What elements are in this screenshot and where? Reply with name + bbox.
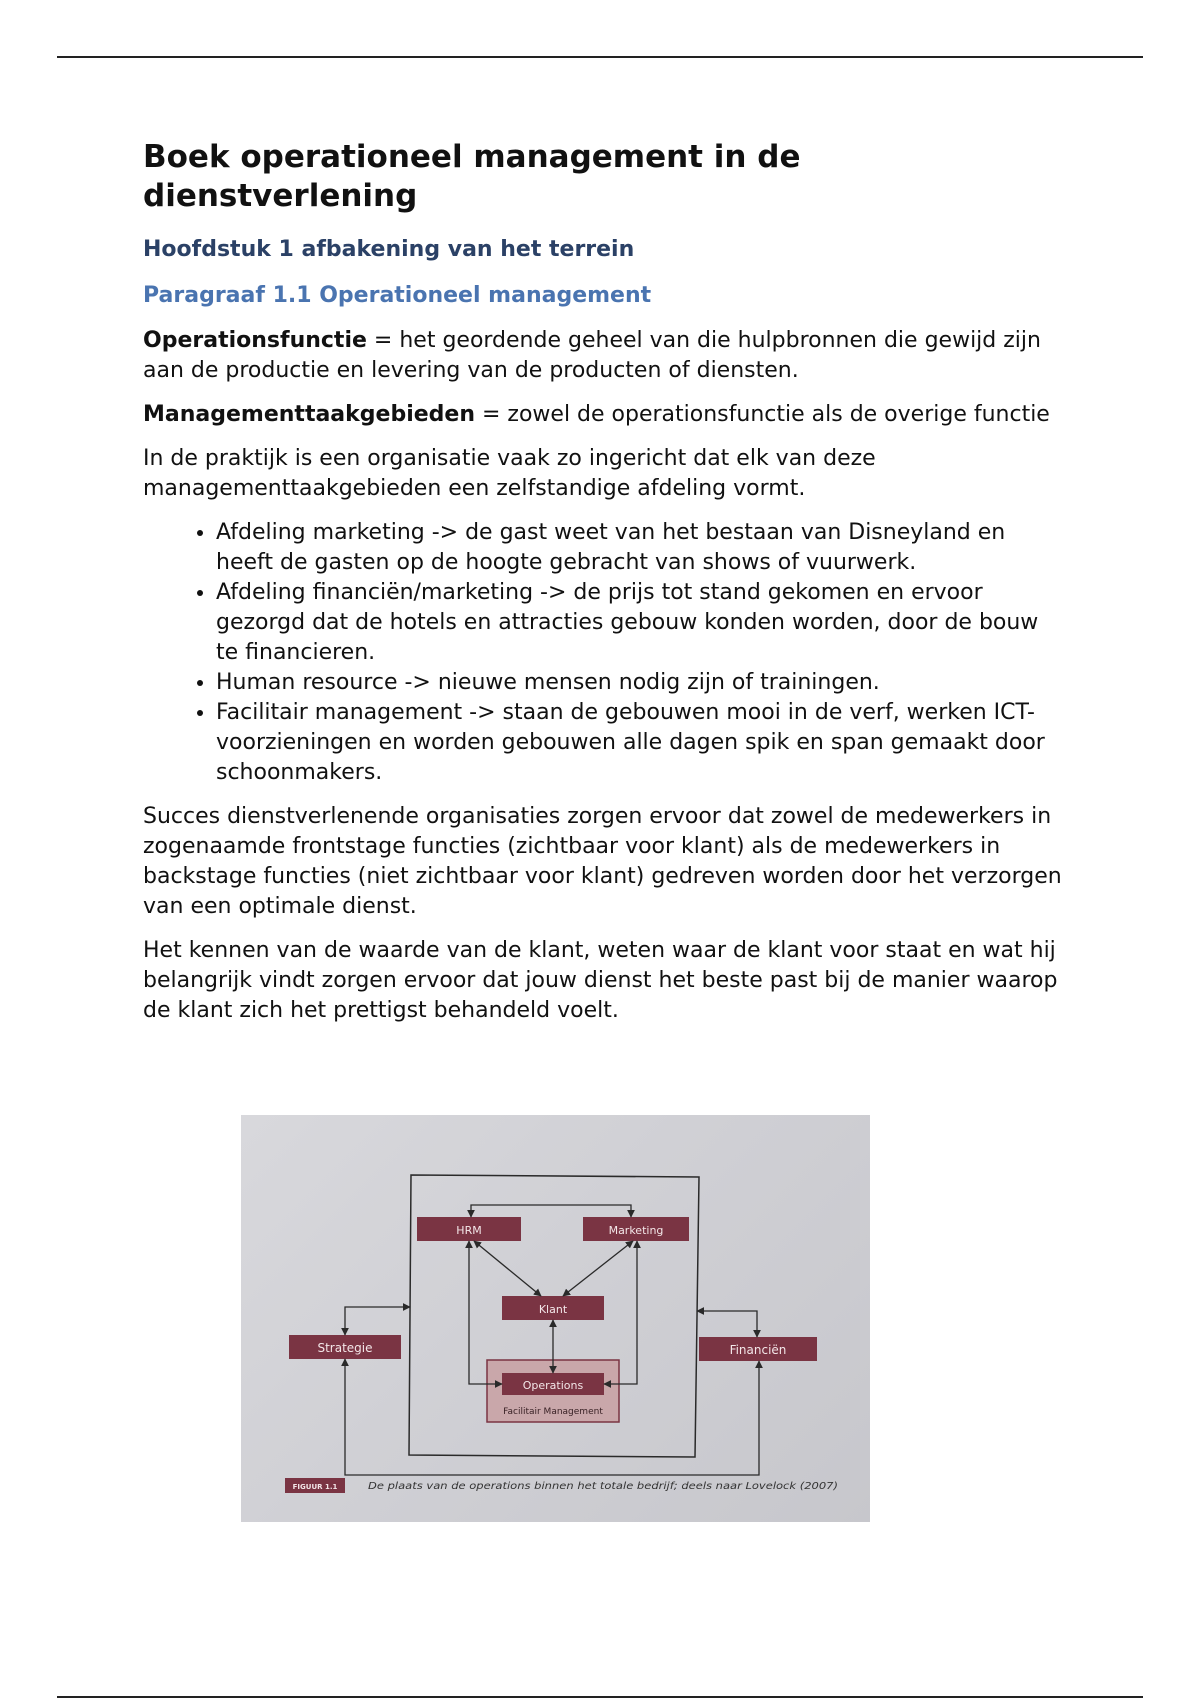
- hrm-klant-arrow: [474, 1241, 541, 1296]
- definition-term: Managementtaakgebieden: [143, 402, 475, 427]
- marketing-klant-arrow: [563, 1241, 633, 1296]
- paragraph: Succes dienstverlenende organisaties zorgen ervoor dat zowel de medewerkers in zogenaamde frontstage functies (zichtbaar voor klant) als de medewerkers in backstage functies (niet zichtbaar voor klant) gedreven worden door het verzorgen van een optimale dienst.: [143, 804, 1062, 919]
- strategie-label: Strategie: [317, 1341, 373, 1355]
- bullet-list: [143, 518, 1063, 788]
- financien-frame-arrow: [697, 1311, 757, 1337]
- organization-diagram: [241, 1115, 870, 1522]
- list-item: • Afdeling marketing -> de gast weet van het bestaan van Disneyland en heeft de gasten op de hoogte gebracht van shows of vuurwerk.: [216, 518, 1063, 578]
- facilitair-label: Facilitair Management: [503, 1407, 603, 1417]
- figure-photo: [241, 1115, 870, 1522]
- document-body: [143, 138, 1063, 1040]
- hrm-marketing-arrow: [471, 1205, 631, 1217]
- list-item: • Human resource -> nieuwe mensen nodig zijn of trainingen.: [216, 668, 1063, 698]
- figure-caption: De plaats van de operations binnen het totale bedrijf; deels naar Lovelock (2007): [368, 1481, 838, 1492]
- paragraph: In de praktijk is een organisatie vaak zo ingericht dat elk van deze managementtaakgebieden een zelfstandige afdeling vormt.: [143, 446, 876, 501]
- klant-label: Klant: [538, 1303, 568, 1316]
- bottom-rule: [57, 1696, 1143, 1698]
- section-heading: Paragraaf 1.1 Operationeel management: [143, 283, 652, 308]
- list-item: • Facilitair management -> staan de gebouwen mooi in de verf, werken ICT-voorzieningen en worden gebouwen alle dagen spik en span gemaakt door schoonmakers.: [216, 698, 1063, 788]
- definition-operationsfunctie: [143, 326, 1063, 386]
- chapter-heading: Hoofdstuk 1 afbakening van het terrein: [143, 237, 635, 262]
- definition-term: Operationsfunctie: [143, 328, 367, 353]
- hrm-label: HRM: [456, 1224, 482, 1237]
- top-rule: [57, 56, 1143, 58]
- definition-managementtaakgebieden: [143, 400, 1063, 430]
- figure-number: FIGUUR 1.1: [292, 1483, 338, 1491]
- definition-text: = zowel de operationsfunctie als de overige functie: [475, 402, 1050, 427]
- definition-text: = het geordende geheel van die hulpbronnen die gewijd zijn aan de productie en levering van de producten of diensten.: [143, 328, 1041, 383]
- document-title: Boek operationeel management in de dienstverlening: [143, 139, 801, 214]
- financien-label: Financiën: [729, 1343, 787, 1357]
- list-item: • Afdeling financiën/marketing -> de prijs tot stand gekomen en ervoor gezorgd dat de hotels en attracties gebouw konden worden, door de bouw te financieren.: [216, 578, 1063, 668]
- strategie-frame-arrow: [345, 1307, 410, 1335]
- marketing-label: Marketing: [608, 1224, 664, 1237]
- operations-label: Operations: [522, 1379, 584, 1392]
- paragraph: Het kennen van de waarde van de klant, weten waar de klant voor staat en wat hij belangrijk vindt zorgen ervoor dat jouw dienst het beste past bij de manier waarop de klant zich het prettigst behandeld voelt.: [143, 938, 1058, 1023]
